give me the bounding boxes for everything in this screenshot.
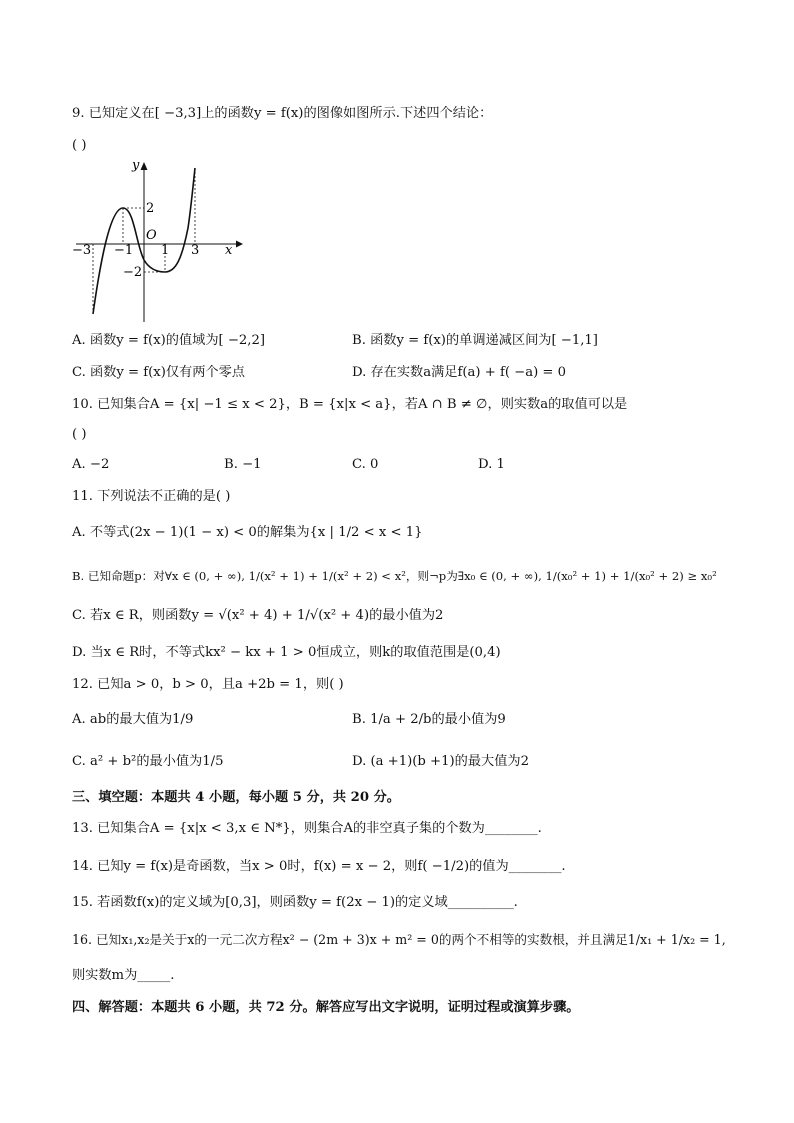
q16-line2: 则实数m为_____. [72, 968, 175, 983]
q9-stem: 9. 已知定义在[ −3,3]上的函数y = f(x)的图像如图所示.下述四个结论： [72, 106, 493, 121]
q10-stem: 10. 已知集合A = {x| −1 ≤ x < 2}，B = {x|x < a}，若A ∩ B ≠ ∅，则实数a的取值可以是 [72, 397, 628, 412]
q11-option-a: A. 不等式(2x − 1)(1 − x) < 0的解集为{x | 1/2 < x < 1} [72, 525, 423, 540]
q9-option-a: A. 函数y = f(x)的值域为[ −2,2] [72, 333, 266, 348]
q12-option-a: A. ab的最大值为1/9 [72, 712, 194, 727]
y-axis-label: y [132, 158, 140, 173]
origin-label: O [146, 228, 157, 243]
q13-text: 13. 已知集合A = {x|x < 3,x ∈ N*}，则集合A的非空真子集的个数为________. [72, 821, 542, 836]
q12-option-d: D. (a +1)(b +1)的最大值为2 [352, 754, 529, 769]
q10-answer-paren: ( ) [72, 427, 87, 442]
q9-answer-paren: ( ) [72, 138, 87, 153]
q16-line1: 16. 已知x₁,x₂是关于x的一元二次方程x² − (2m + 3)x + m² = 0的两个不相等的实数根，并且满足1/x₁ + 1/x₂ = 1, [72, 932, 726, 947]
q15-text: 15. 若函数f(x)的定义域为[0,3]，则函数y = f(2x − 1)的定义域__________. [72, 895, 518, 910]
q9-option-b: B. 函数y = f(x)的单调递减区间为[ −1,1] [352, 333, 598, 348]
q12-option-c: C. a² + b²的最小值为1/5 [72, 754, 224, 769]
q9-option-d: D. 存在实数a满足f(a) + f( −a) = 0 [352, 365, 567, 380]
q14-text: 14. 已知y = f(x)是奇函数，当x > 0时，f(x) = x − 2，则f( −1/2)的值为________. [72, 859, 566, 874]
q10-option-a: A. −2 [72, 457, 110, 472]
q9-option-c: C. 函数y = f(x)仅有两个零点 [72, 365, 245, 380]
q11-option-c: C. 若x ∈ R，则函数y = √(x² + 4) + 1/√(x² + 4)的最小值为2 [72, 608, 444, 623]
q9-function-graph [70, 156, 245, 326]
tick-label-1: 1 [161, 243, 170, 258]
tick-label-minus1: −1 [114, 243, 134, 258]
tick-label-minus3: −3 [72, 243, 92, 258]
tick-label-2: 2 [146, 201, 155, 216]
q10-option-d: D. 1 [478, 457, 505, 472]
x-axis-label: x [225, 243, 233, 258]
y-axis-arrow-icon [141, 162, 148, 170]
tick-label-minus2: −2 [123, 265, 143, 280]
section3-heading: 三、填空题：本题共 4 小题，每小题 5 分，共 20 分。 [72, 790, 400, 805]
q10-option-c: C. 0 [352, 457, 379, 472]
q11-stem: 11. 下列说法不正确的是( ) [72, 489, 231, 504]
q12-stem: 12. 已知a > 0，b > 0，且a +2b = 1，则( ) [72, 677, 344, 692]
q11-option-b: B. 已知命题p：对∀x ∈ (0, + ∞), 1/(x² + 1) + 1/(x² + 2) < x²，则¬p为∃x₀ ∈ (0, + ∞), 1/(x₀² + 1) + 1/(x₀² + 2) ≥ x₀² [72, 569, 717, 583]
q11-option-d: D. 当x ∈ R时，不等式kx² − kx + 1 > 0恒成立，则k的取值范围是(0,4) [72, 645, 501, 660]
q12-option-b: B. 1/a + 2/b的最小值为9 [352, 712, 506, 727]
x-axis-arrow-icon [236, 241, 243, 248]
q10-option-b: B. −1 [224, 457, 262, 472]
tick-label-3: 3 [191, 243, 200, 258]
section4-heading: 四、解答题：本题共 6 小题，共 72 分。解答应写出文字说明，证明过程或演算步骤。 [72, 1000, 580, 1015]
